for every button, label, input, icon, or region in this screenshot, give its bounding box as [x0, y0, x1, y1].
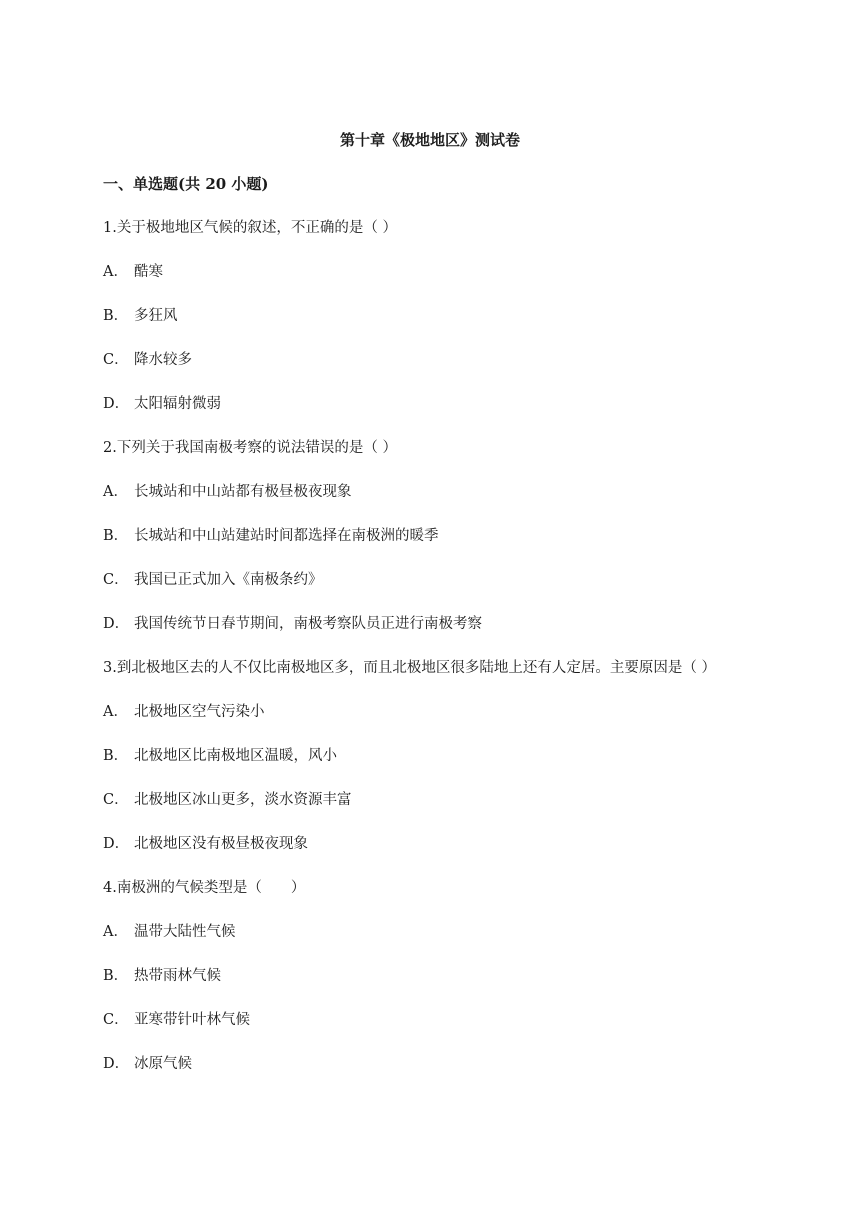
option-letter: B．	[103, 528, 129, 544]
option-text: 北极地区冰山更多，淡水资源丰富	[134, 792, 352, 808]
question-stem: 1.关于极地地区气候的叙述，不正确的是（ ）	[103, 220, 397, 236]
option-item	[103, 262, 763, 306]
question-stem: 4.南极洲的气候类型是（ ）	[103, 880, 306, 896]
option-item	[103, 482, 763, 526]
option-text: 北极地区比南极地区温暖，风小	[134, 748, 337, 764]
option-item	[103, 394, 763, 438]
option-letter: B．	[103, 748, 129, 764]
option-text: 酷寒	[134, 264, 163, 280]
option-item	[103, 1054, 763, 1098]
option-letter: C．	[103, 572, 129, 588]
option-letter: A．	[103, 484, 128, 500]
option-item	[103, 306, 763, 350]
option-text: 太阳辐射微弱	[134, 396, 221, 412]
option-text: 热带雨林气候	[134, 968, 221, 984]
option-letter: C．	[103, 792, 129, 808]
option-letter: A．	[103, 704, 128, 720]
option-text: 我国已正式加入《南极条约》	[134, 572, 323, 588]
option-item	[103, 570, 763, 614]
option-item	[103, 834, 763, 878]
option-letter: A．	[103, 924, 128, 940]
option-item	[103, 350, 763, 394]
option-text: 温带大陆性气候	[134, 924, 236, 940]
option-letter: A．	[103, 264, 128, 280]
option-item	[103, 614, 763, 658]
option-text: 北极地区空气污染小	[134, 704, 265, 720]
option-item	[103, 1010, 763, 1054]
option-letter: D．	[103, 396, 130, 412]
question-stem: 3.到北极地区去的人不仅比南极地区多，而且北极地区很多陆地上还有人定居。主要原因是（ ）	[103, 660, 716, 676]
option-item	[103, 922, 763, 966]
option-item	[103, 526, 763, 570]
option-letter: D．	[103, 1056, 130, 1072]
option-text: 我国传统节日春节期间，南极考察队员正进行南极考察	[134, 616, 482, 632]
option-item	[103, 790, 763, 834]
option-item	[103, 746, 763, 790]
option-text: 多狂风	[134, 308, 178, 324]
option-item	[103, 966, 763, 1010]
option-text: 降水较多	[134, 352, 192, 368]
option-text: 冰原气候	[134, 1056, 192, 1072]
option-text: 长城站和中山站都有极昼极夜现象	[134, 484, 352, 500]
option-letter: C．	[103, 1012, 129, 1028]
option-text: 长城站和中山站建站时间都选择在南极洲的暖季	[134, 528, 439, 544]
option-letter: B．	[103, 308, 129, 324]
question-list	[103, 218, 763, 1098]
option-letter: D．	[103, 836, 130, 852]
option-text: 亚寒带针叶林气候	[134, 1012, 250, 1028]
document-title: 第十章《极地地区》测试卷	[339, 131, 520, 149]
option-letter: C．	[103, 352, 129, 368]
option-letter: B．	[103, 968, 129, 984]
option-item	[103, 702, 763, 746]
option-letter: D．	[103, 616, 130, 632]
question-stem: 2.下列关于我国南极考察的说法错误的是（ ）	[103, 440, 397, 456]
option-text: 北极地区没有极昼极夜现象	[134, 836, 308, 852]
section-heading: 一、单选题(共 20 小题)	[103, 175, 269, 193]
